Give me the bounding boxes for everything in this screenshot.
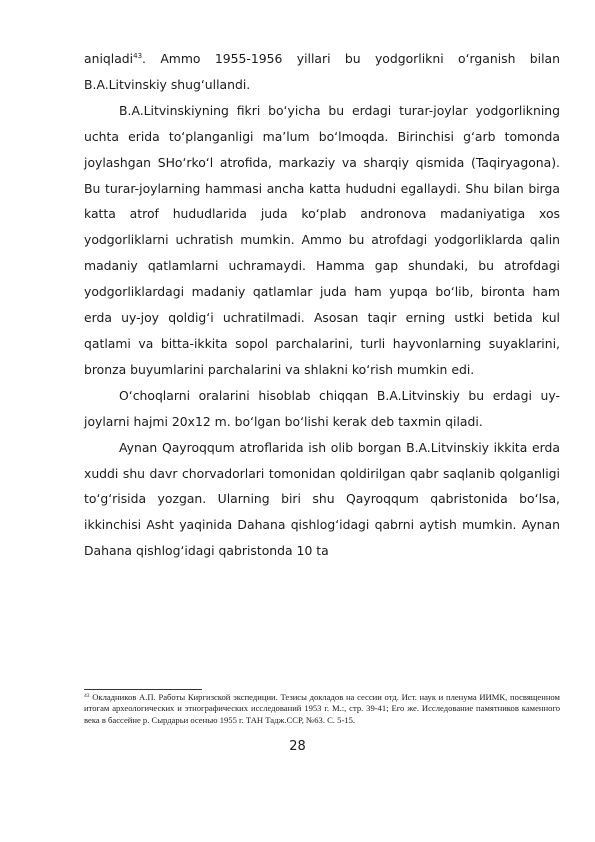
main-text bbox=[84, 46, 560, 564]
footnote-number: 43 bbox=[84, 693, 90, 699]
paragraph-text: . Ammo 1955-1956 yillari bu yodgorlikni o‘rganish bilan B.A.Litvinskiy shug‘ullandi. bbox=[84, 51, 560, 92]
page-number: 28 bbox=[289, 739, 306, 754]
paragraph-text: aniqladi bbox=[84, 51, 134, 66]
footnote-text: Окладников А.П. Работы Киргизской экспедиции. Тезисы докладов на сессии отд. Ист. наук и пленума ИИМК, посвященном итогам археологических и этнографических исследований 1953 г. М.:, стр. 39-41; Его же. Исследование памятников каменного века в бассейне р. Сырдарьи осенью 1955 г. ТАН Тадж.ССР, №63. С. 5-15. bbox=[84, 692, 560, 725]
paragraph: Aynan Qayroqqum atroflarida ish olib borgan B.A.Litvinskiy ikkita erda xuddi shu davr chorvadorlari tomonidan qoldirilgan qabr saqlanib qolganligi to‘g‘risida yozgan. Ularning biri shu Qayroqqum qabristonida bo‘lsa, ikkinchisi Asht yaqinida Dahana qishlog‘idagi qabrni aytish mumkin. Aynan Dahana qishlog‘idagi qabristonda 10 ta bbox=[84, 439, 560, 559]
footnote-reference: 43 bbox=[133, 52, 143, 60]
paragraph: O‘choqlarni oralarini hisoblab chiqqan B.A.Litvinskiy bu erdagi uy-joylarni hajmi 20x12 m. bo‘lgan bo‘lishi kerak deb taxmin qiladi. bbox=[84, 387, 560, 429]
paragraph: B.A.Litvinskiyning fikri bo‘yicha bu erdagi turar-joylar yodgorlikning uchta erida to‘planganligi ma’lum bo‘lmoqda. Birinchisi g‘arb tomonda joylashgan SHo‘rko‘l atrofida, markaziy va sharqiy qismida (Taqiryagona). Bu turar-joylarning hammasi ancha katta hududni egallaydi. Shu bilan birga katta atrof hududlarida juda ko‘plab andronova madaniyatiga xos yodgorliklarni uchratish mumkin. Ammo bu atrofdagi yodgorliklarda qalin madaniy qatlamlarni uchramaydi. Hamma gap shundaki, bu atrofdagi yodgorliklardagi madaniy qatlamlar juda ham yupqa bo‘lib, bironta ham erda uy-joy qoldig‘i uchratilmadi. Asosan taqir erning ustki betida kul qatlami va bitta-ikkita sopol parchalarini, turli hayvonlarning suyaklarini, bronza buyumlarini parchalarini va shlakni ko‘rish mumkin edi. bbox=[84, 102, 560, 377]
footnote bbox=[84, 692, 560, 726]
footnote-separator bbox=[84, 689, 202, 690]
paragraph-continued bbox=[84, 46, 560, 98]
